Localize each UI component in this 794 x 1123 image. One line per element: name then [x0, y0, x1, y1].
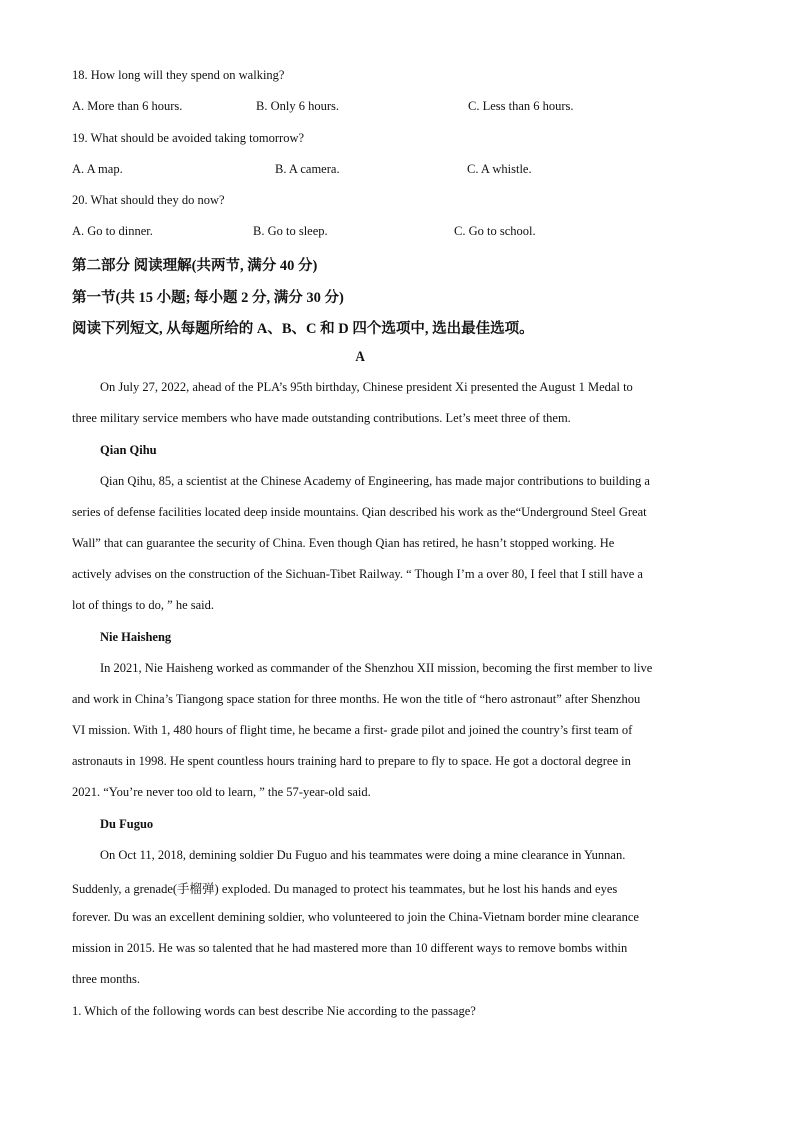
paragraph-line: 2021. “You’re never too old to learn, ” the 57-year-old said.: [72, 785, 371, 799]
paragraph-line: lot of things to do, ” he said.: [72, 598, 214, 612]
paragraph-line: In 2021, Nie Haisheng worked as commander of the Shenzhou XII mission, becoming the first member to live: [100, 661, 653, 675]
question-19-stem: 19. What should be avoided taking tomorrow?: [72, 131, 305, 145]
question-18-stem: 18. How long will they spend on walking?: [72, 68, 285, 82]
paragraph-line: three months.: [72, 972, 141, 986]
person-name-du: Du Fuguo: [100, 817, 154, 831]
question-18-option-a: A. More than 6 hours.: [72, 99, 183, 113]
question-19-option-a: A. A map.: [72, 162, 123, 176]
question-20-stem: 20. What should they do now?: [72, 193, 225, 207]
paragraph-line: Suddenly, a grenade(手榴弹) exploded. Du managed to protect his teammates, but he lost his hands and eyes: [72, 882, 618, 896]
section-instruction: 阅读下列短文, 从每题所给的 A、B、C 和 D 四个选项中, 选出最佳选项。: [72, 321, 534, 337]
paragraph-line: On Oct 11, 2018, demining soldier Du Fuguo and his teammates were doing a mine clearance in Yunnan.: [100, 848, 626, 862]
question-1-stem: 1. Which of the following words can best describe Nie according to the passage?: [72, 1004, 476, 1018]
passage-label: A: [355, 349, 365, 365]
paragraph-line: and work in China’s Tiangong space station for three months. He won the title of “hero astronaut” after Shenzhou: [72, 692, 641, 706]
paragraph-line: Wall” that can guarantee the security of China. Even though Qian has retired, he hasn’t stopped working. He: [72, 536, 615, 550]
paragraph-line: astronauts in 1998. He spent countless hours training hard to prepare to fly to space. He got a doctoral degree in: [72, 754, 631, 768]
question-19-option-b: B. A camera.: [275, 162, 340, 176]
question-20-option-b: B. Go to sleep.: [253, 224, 328, 238]
question-19-option-c: C. A whistle.: [467, 162, 532, 176]
part-heading: 第二部分 阅读理解(共两节, 满分 40 分): [72, 258, 318, 274]
paragraph-line: Qian Qihu, 85, a scientist at the Chinese Academy of Engineering, has made major contributions to building a: [100, 474, 650, 488]
paragraph-line: series of defense facilities located deep inside mountains. Qian described his work as the“Underground Steel Great: [72, 505, 647, 519]
paragraph-line: forever. Du was an excellent demining soldier, who volunteered to join the China-Vietnam border mine clearance: [72, 910, 639, 924]
person-name-nie: Nie Haisheng: [100, 630, 172, 644]
question-18-option-b: B. Only 6 hours.: [256, 99, 339, 113]
question-20-option-a: A. Go to dinner.: [72, 224, 153, 238]
intro-line: three military service members who have made outstanding contributions. Let’s meet three of them.: [72, 411, 571, 425]
subsection-heading: 第一节(共 15 小题; 每小题 2 分, 满分 30 分): [72, 290, 344, 306]
intro-line: On July 27, 2022, ahead of the PLA’s 95th birthday, Chinese president Xi presented the August 1 Medal to: [100, 380, 633, 394]
question-18-option-c: C. Less than 6 hours.: [468, 99, 574, 113]
paragraph-line: actively advises on the construction of the Sichuan-Tibet Railway. “ Though I’m a over 80, I feel that I still have a: [72, 567, 643, 581]
person-name-qian: Qian Qihu: [100, 443, 157, 457]
question-20-option-c: C. Go to school.: [454, 224, 536, 238]
paragraph-line: mission in 2015. He was so talented that he had mastered more than 10 different ways to remove bombs within: [72, 941, 628, 955]
paragraph-line: VI mission. With 1, 480 hours of flight time, he became a first- grade pilot and joined the country’s first team of: [72, 723, 633, 737]
